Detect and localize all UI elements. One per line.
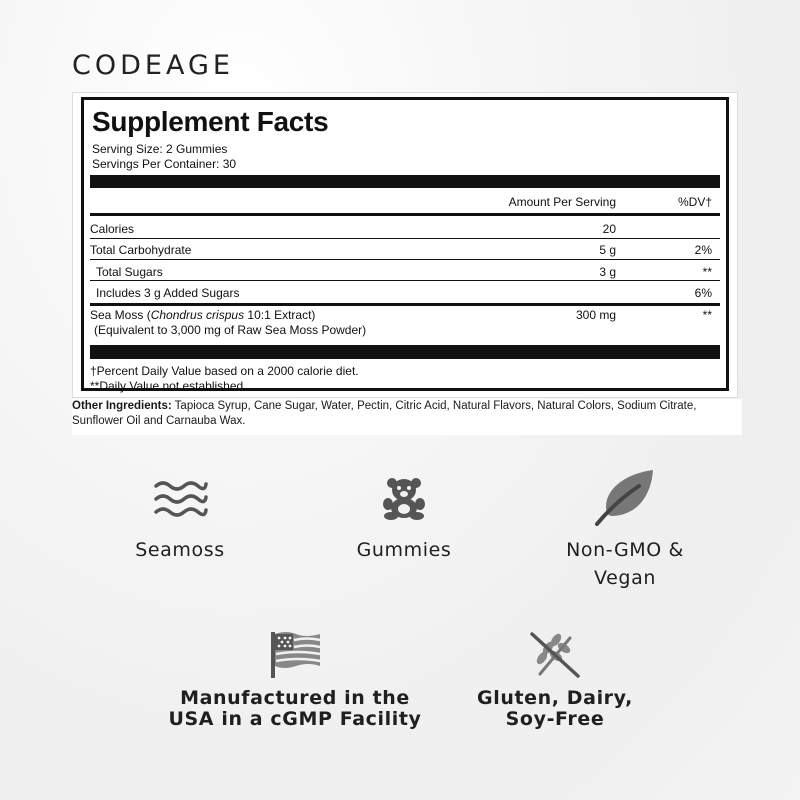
sea-moss-amount: 300 mg — [575, 308, 616, 322]
brand-logo: CODEAGE — [72, 50, 234, 81]
feature-allergen-free — [460, 630, 650, 730]
feature-label-line1: Non-GMO & — [566, 539, 684, 561]
sea-moss-species: Chondrus crispus — [150, 308, 245, 322]
feature-label: Gummies — [356, 539, 452, 561]
supplement-facts-table — [81, 97, 729, 391]
divider-line — [90, 238, 720, 239]
waves-icon — [100, 478, 260, 520]
row-name: Includes 3 g Added Sugars — [96, 286, 240, 300]
other-ingredients — [72, 399, 742, 435]
sea-moss-equivalent: (Equivalent to 3,000 mg of Raw Sea Moss Powder) — [94, 323, 367, 337]
other-ingredients-text: Tapioca Syrup, Cane Sugar, Water, Pectin, Citric Acid, Natural Flavors, Natural Colors, Sodium Citrate, Sunflower Oil and Carnauba Wax. — [72, 400, 697, 427]
divider-line — [90, 303, 720, 306]
divider-bar — [90, 175, 720, 188]
other-ingredients-label: Other Ingredients: — [72, 400, 172, 412]
feature-non-gmo-vegan — [530, 468, 720, 592]
serving-size: Serving Size: 2 Gummies — [92, 142, 228, 156]
divider-bar — [90, 345, 720, 359]
servings-per-container: Servings Per Container: 30 — [92, 157, 237, 171]
row-amount: 20 — [602, 222, 616, 236]
feature-label-line2: Vegan — [594, 567, 656, 589]
divider-line — [90, 259, 720, 260]
flag-icon — [150, 630, 440, 680]
feature-gummies — [324, 476, 484, 564]
feature-label: Seamoss — [135, 539, 225, 561]
footnote-not-established: **Daily Value not established. — [90, 379, 247, 393]
no-wheat-icon — [460, 630, 650, 680]
header-dv: %DV† — [677, 195, 712, 209]
row-name: Total Sugars — [96, 265, 163, 279]
footnote-dv: †Percent Daily Value based on a 2000 calorie diet. — [90, 364, 359, 378]
row-dv: 6% — [694, 286, 712, 300]
feature-label-line2: Soy-Free — [505, 708, 605, 730]
feature-label-line2: USA in a cGMP Facility — [168, 708, 422, 730]
feature-label-line1: Manufactured in the — [180, 687, 410, 709]
sea-moss-suffix: 10:1 Extract) — [244, 308, 316, 322]
sea-moss-name — [90, 308, 315, 322]
row-amount: 3 g — [599, 265, 616, 279]
supplement-facts-panel — [72, 92, 738, 398]
facts-title: Supplement Facts — [92, 106, 329, 137]
row-name: Calories — [90, 222, 135, 236]
divider-line — [90, 280, 720, 281]
header-amount: Amount Per Serving — [508, 195, 616, 209]
sea-moss-prefix: Sea Moss ( — [90, 308, 151, 322]
feature-made-in-usa — [150, 630, 440, 730]
row-name: Total Carbohydrate — [90, 243, 192, 257]
divider-line — [90, 213, 720, 216]
row-dv: ** — [702, 265, 712, 279]
feature-label-line1: Gluten, Dairy, — [477, 687, 633, 709]
teddy-bear-icon — [324, 476, 484, 520]
feature-seamoss — [100, 478, 260, 564]
row-dv: 2% — [694, 243, 712, 257]
row-amount: 5 g — [599, 243, 616, 257]
leaf-icon — [530, 468, 720, 526]
sea-moss-dv: ** — [702, 308, 712, 322]
